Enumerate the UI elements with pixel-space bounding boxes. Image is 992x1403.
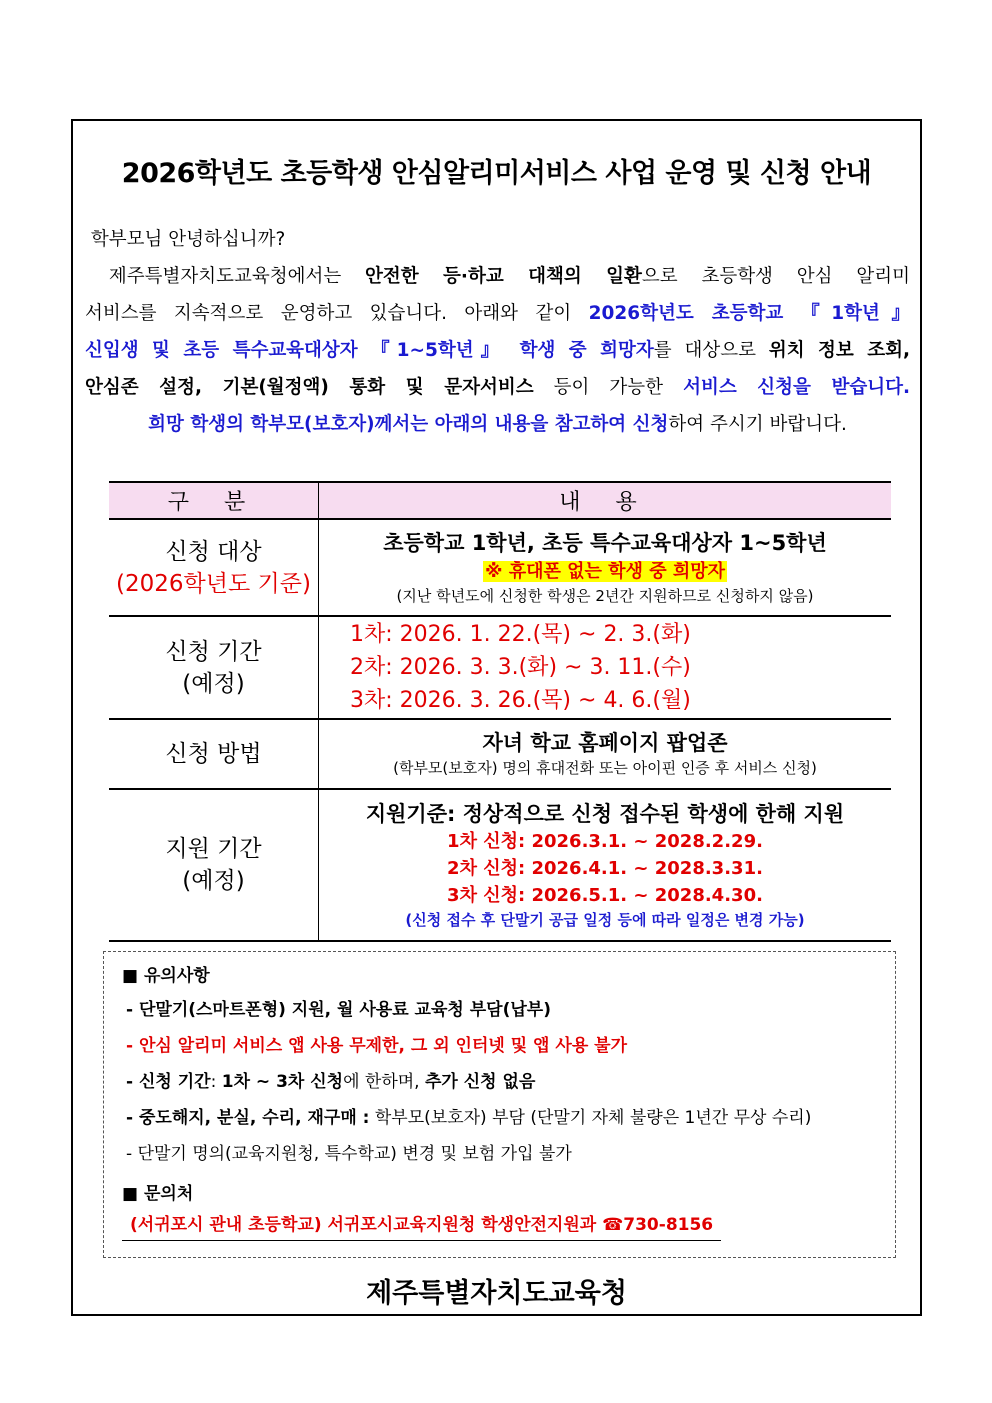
caution-bold: 추가 신청 없음 (425, 1072, 536, 1092)
method-note: (학부모(보호자) 명의 휴대전화 또는 아이핀 인증 후 서비스 신청) (393, 759, 817, 777)
target-content-cell (319, 519, 892, 616)
target-label: 신청 대상 (165, 538, 262, 565)
target-label-cell (109, 519, 319, 616)
support-row-1: 1차 신청: 2026.3.1. ~ 2028.2.29. (447, 830, 763, 852)
caution-item-5: - 단말기 명의(교육지원청, 특수학교) 변경 및 보험 가입 불가 (126, 1144, 572, 1164)
intro-text: 서비스를 지속적으로 운영하고 있습니다. 아래와 같이 (85, 303, 589, 324)
intro-text: 등이 가능한 (533, 377, 684, 398)
caution-bold: - 신청 기간 (126, 1072, 211, 1092)
header-category: 구 분 (109, 482, 319, 519)
caution-box (103, 951, 896, 1258)
support-label-cell (109, 789, 319, 941)
support-main: 지원기준: 정상적으로 신청 접수된 학생에 한해 지원 (365, 801, 845, 826)
intro-bold: 위치 정보 조회, (768, 340, 910, 361)
caution-heading: ■ 유의사항 (122, 966, 210, 986)
support-sub: (예정) (182, 868, 245, 894)
intro-line-2 (85, 258, 910, 295)
support-label: 지원 기간 (165, 836, 262, 862)
period-label: 신청 기간 (165, 638, 262, 665)
table-row-support (109, 789, 891, 941)
contact-heading: ■ 문의처 (122, 1184, 194, 1204)
intro-text: 하여 주시기 바랍니다. (668, 414, 847, 435)
method-main: 자녀 학교 홈페이지 팝업존 (482, 731, 728, 755)
target-highlight-wrap (320, 557, 890, 585)
info-table (109, 481, 891, 942)
support-row-3: 3차 신청: 2026.5.1. ~ 2028.4.30. (447, 884, 763, 906)
intro-line-6 (85, 406, 910, 443)
greeting-text: 학부모님 안녕하십니까? (90, 229, 286, 250)
table-row-target (109, 519, 891, 616)
method-label: 신청 방법 (165, 741, 262, 767)
target-highlight: ※ 휴대폰 없는 학생 중 희망자 (484, 560, 726, 582)
intro-text: 제주특별자치도교육청에서는 (108, 266, 366, 287)
caution-item-4 (122, 1100, 895, 1136)
period-2: 2차: 2026. 3. 3.(화) ~ 3. 11.(수) (350, 655, 691, 680)
header-content: 내 용 (319, 482, 892, 519)
intro-line-3 (85, 295, 910, 332)
caution-item-3 (122, 1064, 895, 1100)
target-basis: (2026학년도 기준) (116, 570, 311, 597)
target-main: 초등학교 1학년, 초등 특수교육대상자 1~5학년 (383, 530, 827, 555)
caution-bold: 1차 ~ 3차 신청 (221, 1072, 344, 1092)
intro-line-5 (85, 369, 910, 406)
period-3: 3차: 2026. 3. 26.(목) ~ 4. 6.(월) (350, 688, 691, 713)
table-row-period (109, 616, 891, 719)
intro-blue: 희망 학생의 학부모(보호자)께서는 아래의 내용을 참고하여 신청 (148, 414, 669, 435)
page-title: 2026학년도 초등학생 안심알리미서비스 사업 운영 및 신청 안내 (121, 158, 872, 189)
target-note: (지난 학년도에 신청한 학생은 2년간 지원하므로 신청하지 않음) (396, 586, 814, 605)
period-content-cell (319, 616, 892, 719)
caution-item-2: - 안심 알리미 서비스 앱 사용 무제한, 그 외 인터넷 및 앱 사용 불가 (126, 1036, 628, 1056)
support-note: (신청 접수 후 단말기 공급 일정 등에 따라 일정은 변경 가능) (405, 910, 805, 929)
caution-item-1: - 단말기(스마트폰형) 지원, 월 사용료 교육청 부담(납부) (126, 1000, 551, 1020)
intro-line-4 (85, 332, 910, 369)
period-sub: (예정) (182, 670, 245, 697)
notice-frame (71, 119, 922, 1316)
period-1: 1차: 2026. 1. 22.(목) ~ 2. 3.(화) (350, 622, 691, 647)
support-content-cell (319, 789, 892, 941)
contact-line: (서귀포시 관내 초등학교) 서귀포시교육지원청 학생안전지원과 ☎730-8156 (122, 1210, 721, 1241)
caution-text: 에 한하며, (343, 1072, 425, 1092)
caution-bold: - 중도해지, 분실, 수리, 재구매 : (126, 1108, 370, 1128)
caution-text: 학부모(보호자) 부담 (단말기 자체 불량은 1년간 무상 수리) (369, 1108, 812, 1128)
intro-blue: 2026학년도 초등학교 『1학년』 (588, 303, 910, 324)
method-content-cell (319, 719, 892, 789)
intro-greeting (85, 221, 910, 258)
table-header-row (109, 482, 891, 519)
table-row-method (109, 719, 891, 789)
method-label-cell (109, 719, 319, 789)
intro-text: 으로 초등학생 안심 알리미 (641, 266, 910, 287)
intro-blue: 신입생 및 초등 특수교육대상자 『1~5학년』 학생 중 희망자 (85, 340, 654, 361)
intro-bold: 안심존 설정, 기본(월정액) 통화 및 문자서비스 (85, 377, 534, 398)
intro-blue: 서비스 신청을 받습니다. (683, 377, 911, 398)
period-label-cell (109, 616, 319, 719)
caution-text: : (210, 1072, 222, 1092)
intro-text: 를 대상으로 (653, 340, 769, 361)
support-row-2: 2차 신청: 2026.4.1. ~ 2028.3.31. (447, 857, 763, 879)
intro-paragraph (85, 221, 910, 443)
issuer-footer: 제주특별자치도교육청 (366, 1278, 627, 1309)
intro-bold: 안전한 등·하교 대책의 일환 (365, 266, 642, 287)
